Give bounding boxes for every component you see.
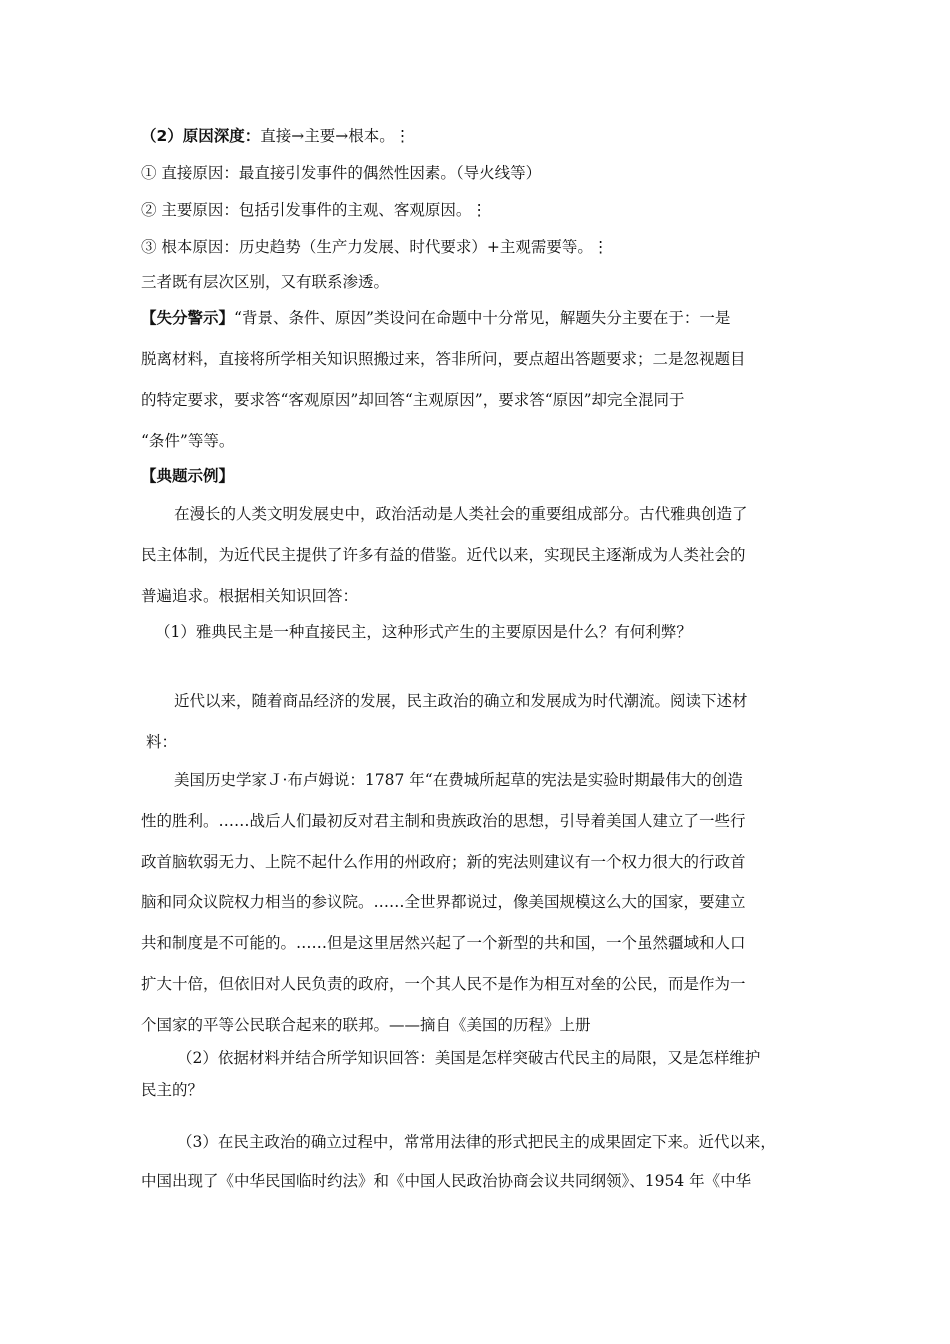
text-line: 在漫长的人类文明发展史中，政治活动是人类社会的重要组成部分。古代雅典创造了 — [174, 505, 748, 523]
text-line: 民主体制，为近代民主提供了许多有益的借鉴。近代以来，实现民主逐渐成为人类社会的 — [141, 546, 746, 564]
text-line: 【失分警示】“背景、条件、原因”类设问在命题中十分常见，解题失分主要在于：一是 — [141, 309, 731, 327]
question-3: （3）在民主政治的确立过程中，常常用法律的形式把民主的成果固定下来。近代以来， — [177, 1133, 776, 1151]
text-line: 脱离材料，直接将所学相关知识照搬过来，答非所问，要点超出答题要求；二是忽视题目 — [141, 350, 746, 368]
text-line: 个国家的平等公民联合起来的联邦。——摘自《美国的历程》上册 — [141, 1016, 591, 1034]
text-line: 政首脑软弱无力、上院不起什么作用的州政府；新的宪法则建议有一个权力很大的行政首 — [141, 853, 746, 871]
text-line: 脑和同众议院权力相当的参议院。……全世界都说过，像美国规模这么大的国家，要建立 — [141, 893, 746, 911]
question-2: （2）依据材料并结合所学知识回答：美国是怎样突破古代民主的局限，又是怎样维护 — [177, 1049, 761, 1067]
text-line: 扩大十倍，但依旧对人民负责的政府，一个其人民不是作为相互对垒的公民，而是作为一 — [141, 975, 746, 993]
text-line: 料： — [146, 733, 178, 751]
text-line: 近代以来，随着商品经济的发展，民主政治的确立和发展成为时代潮流。阅读下述材 — [174, 692, 748, 710]
text-line: （2）原因深度：直接→主要→根本。⋮ — [141, 127, 411, 145]
text-line: 性的胜利。……战后人们最初反对君主制和贵族政治的思想，引导着美国人建立了一些行 — [141, 812, 746, 830]
text-line: 共和制度是不可能的。……但是这里居然兴起了一个新型的共和国，一个虽然疆域和人口 — [141, 934, 746, 952]
text-line: ② 主要原因：包括引发事件的主观、客观原因。⋮ — [141, 201, 487, 219]
text-line: 的特定要求，要求答“客观原因”却回答“主观原因”，要求答“原因”却完全混同于 — [141, 391, 685, 409]
text-line: 美国历史学家Ｊ·布卢姆说：1787 年“在费城所起草的宪法是实验时期最伟大的创造 — [174, 771, 743, 789]
text-line: “条件”等等。 — [141, 432, 235, 450]
text-line: ① 直接原因：最直接引发事件的偶然性因素。（导火线等） — [141, 164, 542, 182]
text-line: 中国出现了《中华民国临时约法》和《中国人民政治协商会议共同纲领》、1954 年《中华 — [141, 1172, 752, 1190]
text-line: 三者既有层次区别，又有联系渗透。 — [141, 273, 390, 291]
section-heading: 【典题示例】 — [141, 467, 235, 485]
question-1: （1）雅典民主是一种直接民主，这种形式产生的主要原因是什么？有何利弊？ — [155, 623, 692, 641]
text-line: 民主的？ — [141, 1081, 204, 1099]
text-line: ③ 根本原因：历史趋势（生产力发展、时代要求）+主观需要等。⋮ — [141, 238, 609, 256]
text-line: 普遍追求。根据相关知识回答： — [141, 587, 359, 605]
